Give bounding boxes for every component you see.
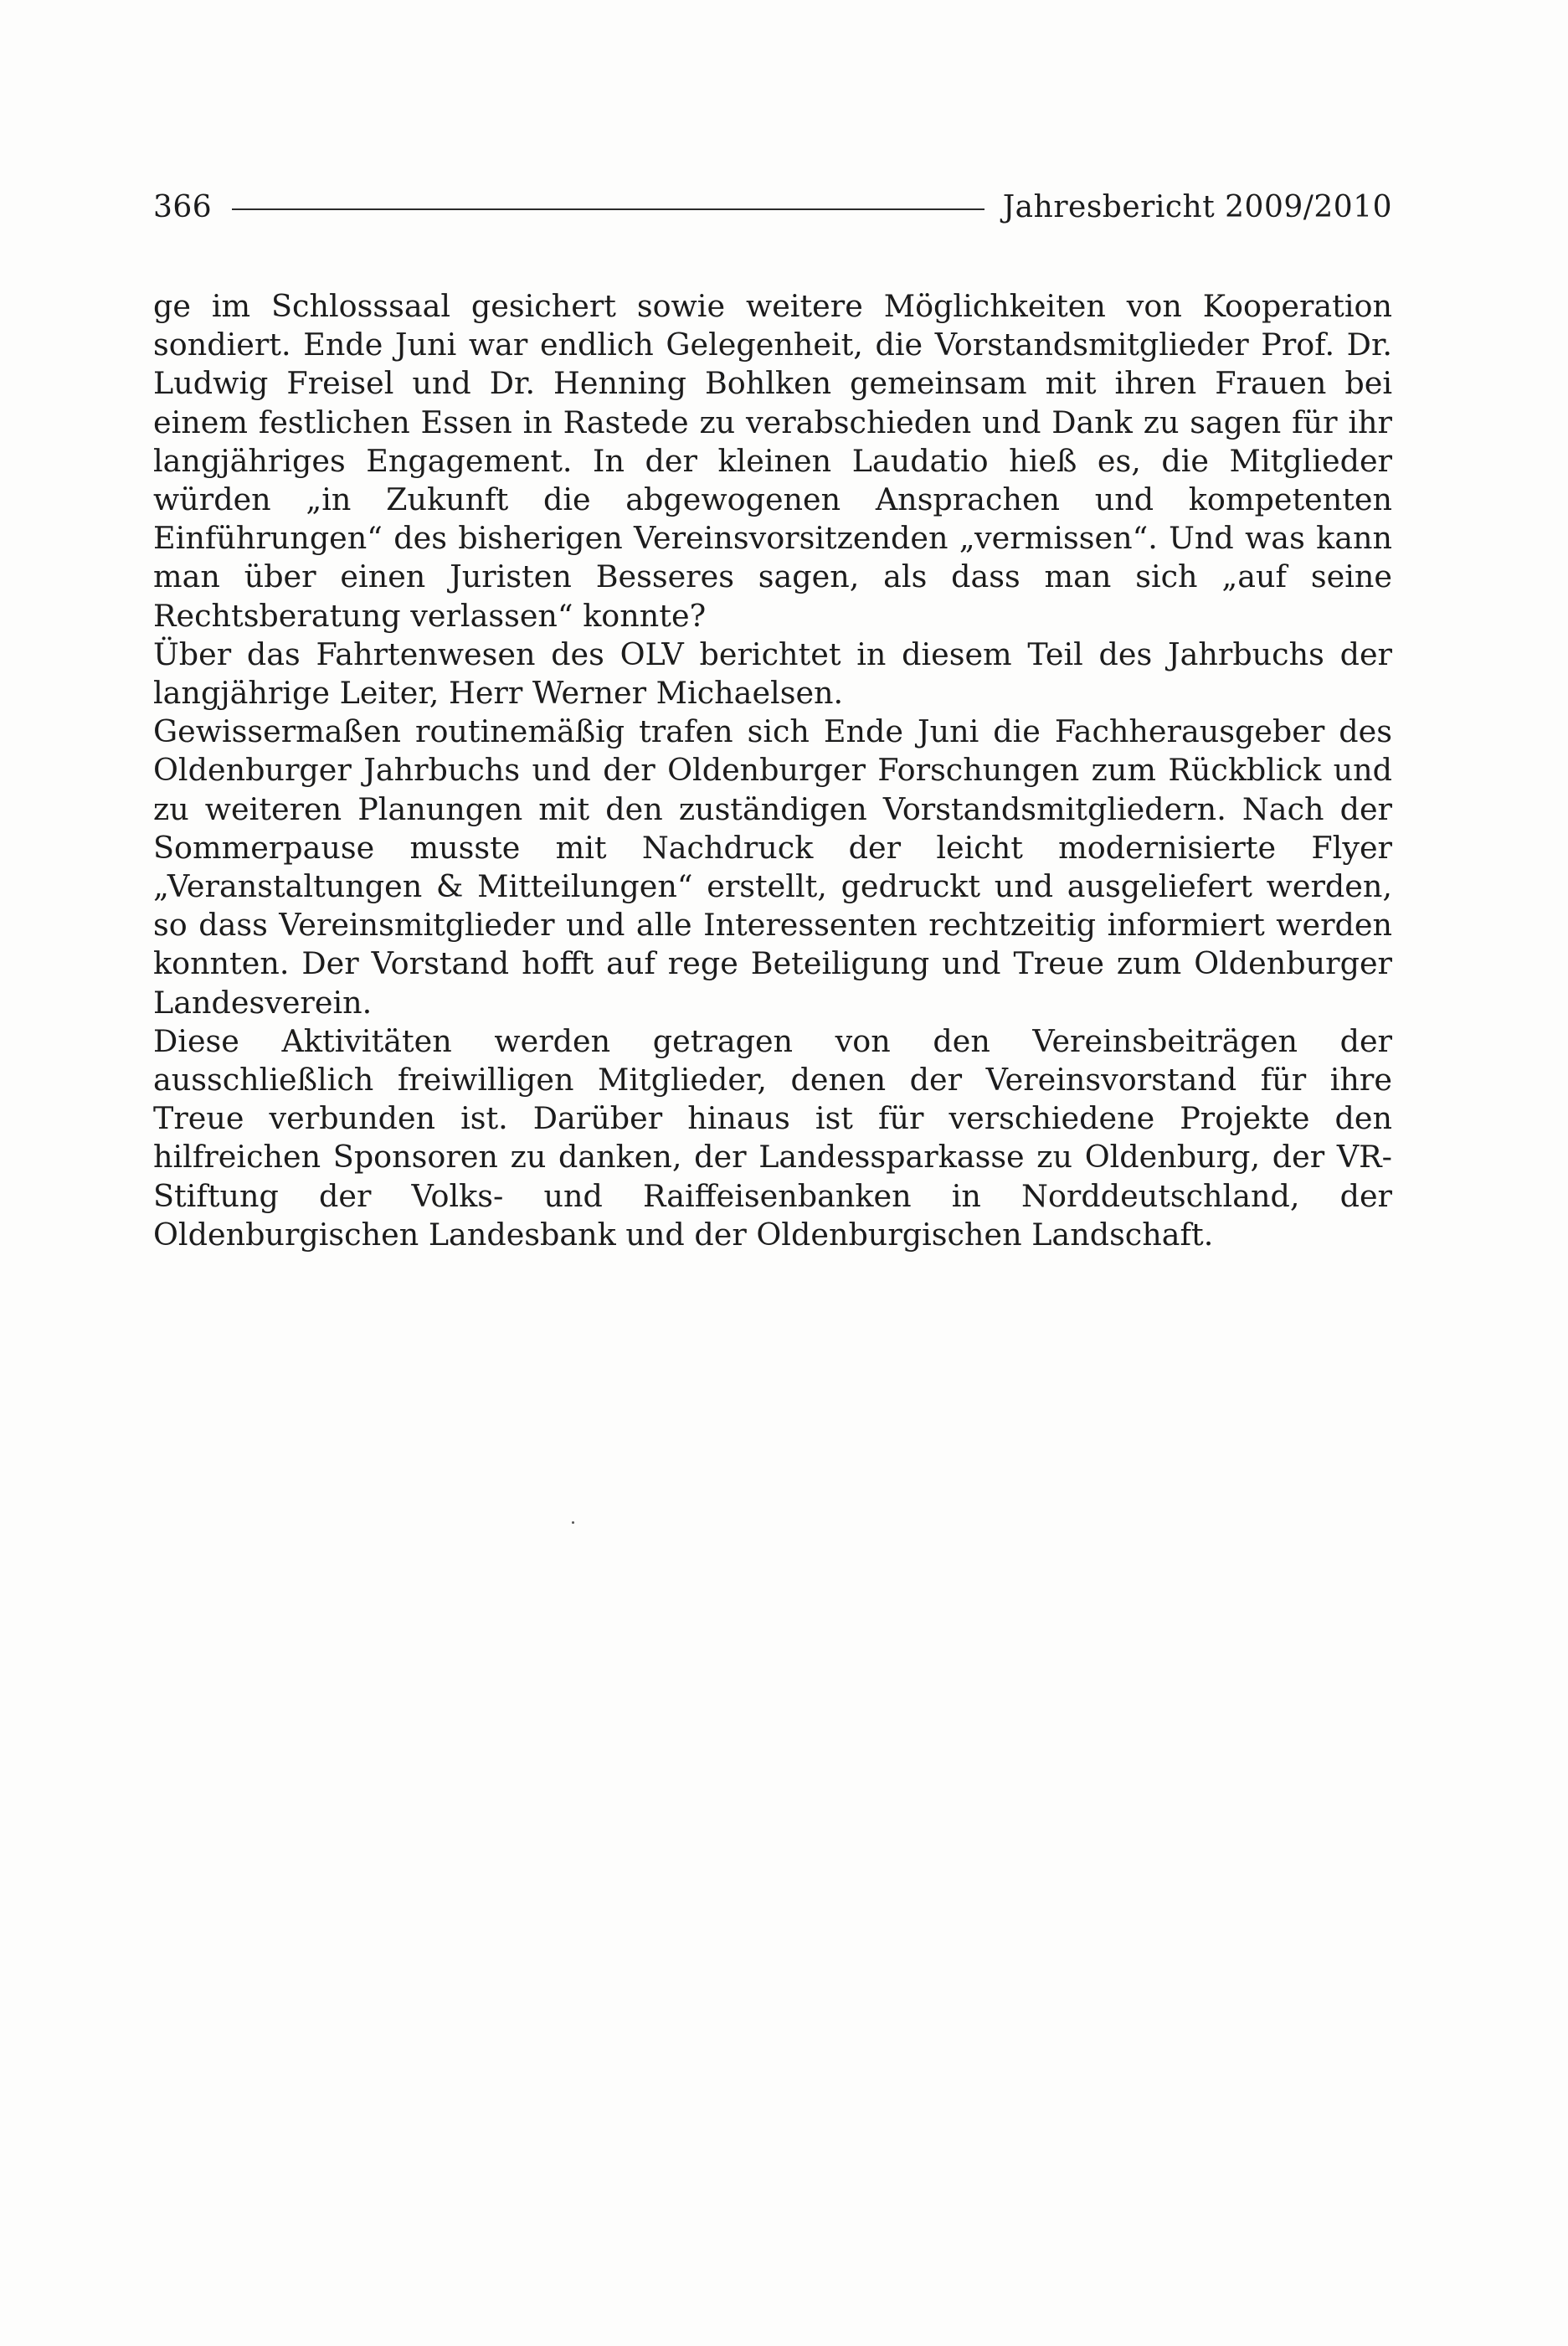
paragraph: ge im Schlosssaal gesichert sowie weitere Möglichkeiten von Kooperation sondiert. Ende Juni war endlich Gelegenheit, die Vorstandsmitglieder Prof. Dr. Ludwig Freisel und Dr. Henning Bohlken gemeinsam mit ihren Frauen bei einem festlichen Essen in Rastede zu verabschieden und Dank zu sagen für ihr langjähriges Engagement. In der kleinen Laudatio hieß es, die Mitglieder würden „in Zukunft die abgewogenen Ansprachen und kompetenten Einführungen“ des bisherigen Vereinsvorsitzenden „vermissen“. Und was kann man über einen Juristen Besseres sagen, als dass man sich „auf seine Rechtsberatung verlassen“ konnte? [153, 288, 1392, 634]
body-text [153, 287, 1392, 1254]
scan-speck [572, 1521, 574, 1524]
running-title: Jahresbericht 2009/2010 [1002, 190, 1392, 224]
paragraph: Gewissermaßen routinemäßig trafen sich Ende Juni die Fachherausgeber des Oldenburger Jahrbuchs und der Oldenburger Forschungen zum Rückblick und zu weiteren Planungen mit den zuständigen Vorstandsmitgliedern. Nach der Sommerpause musste mit Nachdruck der leicht modernisierte Flyer „Veranstaltungen & Mitteilungen“ erstellt, gedruckt und ausgeliefert werden, so dass Vereinsmitglieder und alle Interessenten rechtzeitig informiert werden konnten. Der Vorstand hofft auf rege Beteiligung und Treue zum Oldenburger Landesverein. [153, 713, 1392, 1021]
page-number: 366 [153, 190, 213, 224]
paragraph: Diese Aktivitäten werden getragen von den Vereinsbeiträgen der ausschließlich freiwilligen Mitglieder, denen der Vereinsvorstand für ihre Treue verbunden ist. Darüber hinaus ist für verschiedene Projekte den hilfreichen Sponsoren zu danken, der Landessparkasse zu Oldenburg, der VR-Stiftung der Volks- und Raiffeisenbanken in Norddeutschland, der Oldenburgischen Landesbank und der Oldenburgischen Landschaft. [153, 1022, 1392, 1253]
header-rule [232, 208, 984, 210]
running-head [153, 183, 1392, 233]
paragraph: Über das Fahrtenwesen des OLV berichtet in diesem Teil des Jahrbuchs der langjährige Leiter, Herr Werner Michaelsen. [153, 635, 1392, 712]
